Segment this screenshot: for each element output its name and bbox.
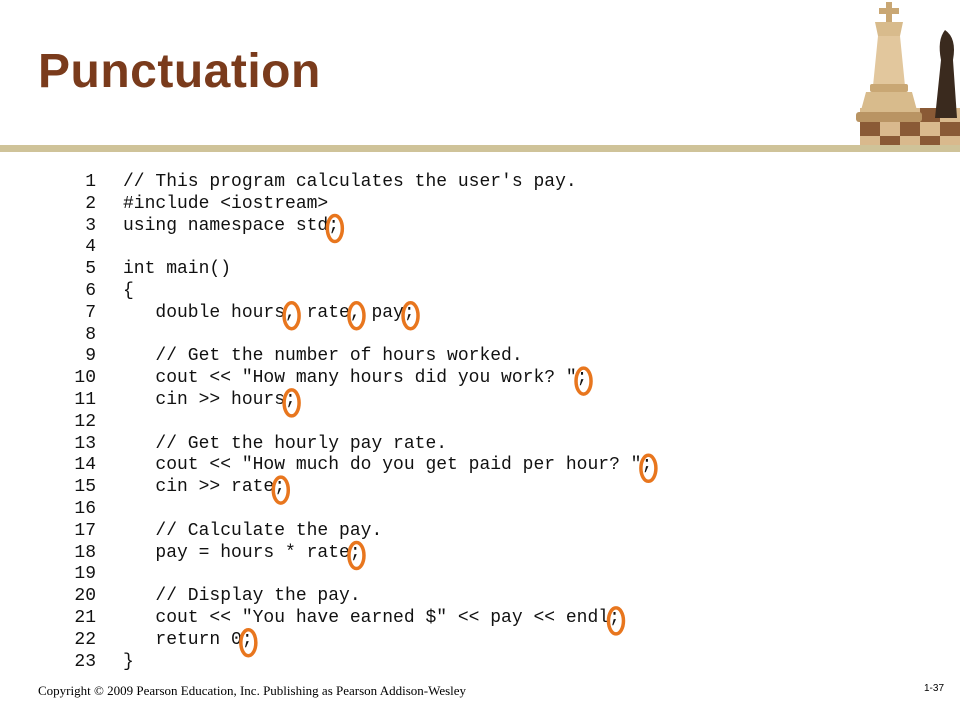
- slide-title: Punctuation: [38, 45, 321, 98]
- code-text: #include <iostream>: [123, 193, 329, 214]
- code-text: {: [123, 281, 134, 301]
- line-number: 9: [85, 346, 96, 367]
- code-text: int main(): [123, 259, 232, 280]
- line-number: 21: [74, 608, 96, 628]
- line-number: 8: [85, 324, 96, 345]
- code-text: // This program calculates the user's pay.: [123, 172, 577, 192]
- line-number: 10: [74, 368, 96, 389]
- code-text: cin >> hours;: [123, 390, 296, 410]
- line-number: 18: [74, 542, 96, 563]
- line-number: 4: [85, 237, 96, 258]
- code-text: cout << "How many hours did you work? ";: [123, 368, 588, 389]
- line-number: 7: [85, 302, 96, 323]
- line-number: 1: [85, 172, 96, 192]
- line-number: 19: [74, 564, 96, 585]
- code-text: return 0;: [123, 629, 253, 650]
- code-text: cout << "You have earned $" << pay << endl;: [123, 608, 620, 628]
- line-number: 17: [74, 520, 96, 541]
- line-number: 6: [85, 281, 96, 301]
- line-number: 3: [85, 215, 96, 236]
- code-text: cin >> rate;: [123, 477, 286, 498]
- chess-king-icon: [820, 0, 960, 150]
- line-number: 13: [74, 433, 96, 454]
- page-number: 1-37: [923, 683, 944, 694]
- line-number: 20: [74, 586, 96, 607]
- code-text: pay = hours * rate;: [123, 542, 361, 563]
- copyright-footer: Copyright © 2009 Pearson Education, Inc. Publishing as Pearson Addison-Wesley: [38, 683, 467, 698]
- line-number: 5: [85, 259, 96, 280]
- line-number: 12: [74, 411, 96, 432]
- code-text: using namespace std;: [123, 215, 340, 236]
- code-text: double hours, rate, pay;: [123, 302, 415, 323]
- line-number: 2: [85, 193, 96, 214]
- title-divider: [0, 145, 960, 152]
- code-text: }: [123, 651, 134, 672]
- code-text: // Calculate the pay.: [123, 520, 383, 541]
- code-text: // Get the number of hours worked.: [123, 346, 523, 367]
- code-text: cout << "How much do you get paid per hour? ";: [123, 455, 653, 476]
- code-text: // Display the pay.: [123, 586, 361, 607]
- line-number: 22: [74, 629, 96, 650]
- line-number: 16: [74, 499, 96, 519]
- line-number: 15: [74, 477, 96, 498]
- line-number: 11: [74, 390, 96, 410]
- code-text: // Get the hourly pay rate.: [123, 433, 448, 454]
- line-number: 14: [74, 455, 96, 476]
- line-number: 23: [74, 651, 96, 672]
